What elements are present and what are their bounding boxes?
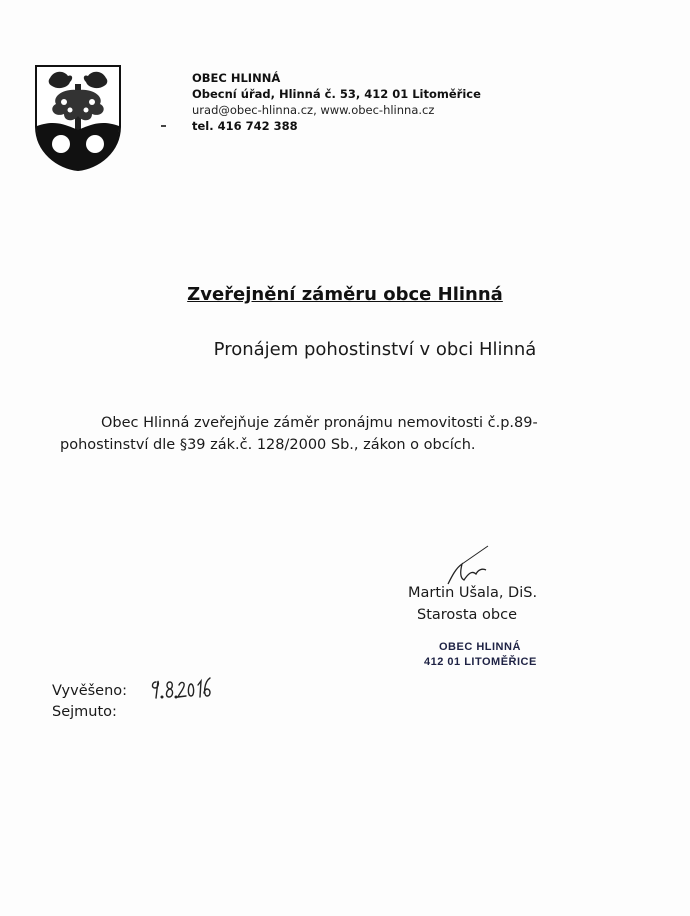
body-text-line-2: pohostinství dle §39 zák.č. 128/2000 Sb., zákon o obcích. <box>60 437 476 453</box>
document-subtitle: Pronájem pohostinství v obci Hlinná <box>213 339 537 360</box>
document-title: Zveřejnění záměru obce Hlinná <box>187 284 503 305</box>
phone-number: tel. 416 742 388 <box>192 119 298 133</box>
coat-of-arms-logo <box>34 64 122 172</box>
official-stamp-line-1: OBEC HLINNÁ <box>439 641 521 653</box>
body-text-line-1: Obec Hlinná zveřejňuje záměr pronájmu nemovitosti č.p.89- <box>101 415 538 431</box>
posted-label: Vyvěšeno: <box>52 683 128 699</box>
divider-mark <box>161 125 166 127</box>
official-stamp-line-2: 412 01 LITOMĚŘICE <box>424 656 537 668</box>
municipality-name: OBEC HLINNÁ <box>192 71 281 85</box>
handwritten-posted-date <box>148 670 214 706</box>
signatory-name: Martin Ušala, DiS. <box>408 585 538 601</box>
office-address: Obecní úřad, Hlinná č. 53, 412 01 Litoměřice <box>192 87 481 101</box>
contact-email-web: urad@obec-hlinna.cz, www.obec-hlinna.cz <box>192 103 435 117</box>
removed-label: Sejmuto: <box>52 704 117 720</box>
signatory-role: Starosta obce <box>417 607 517 623</box>
